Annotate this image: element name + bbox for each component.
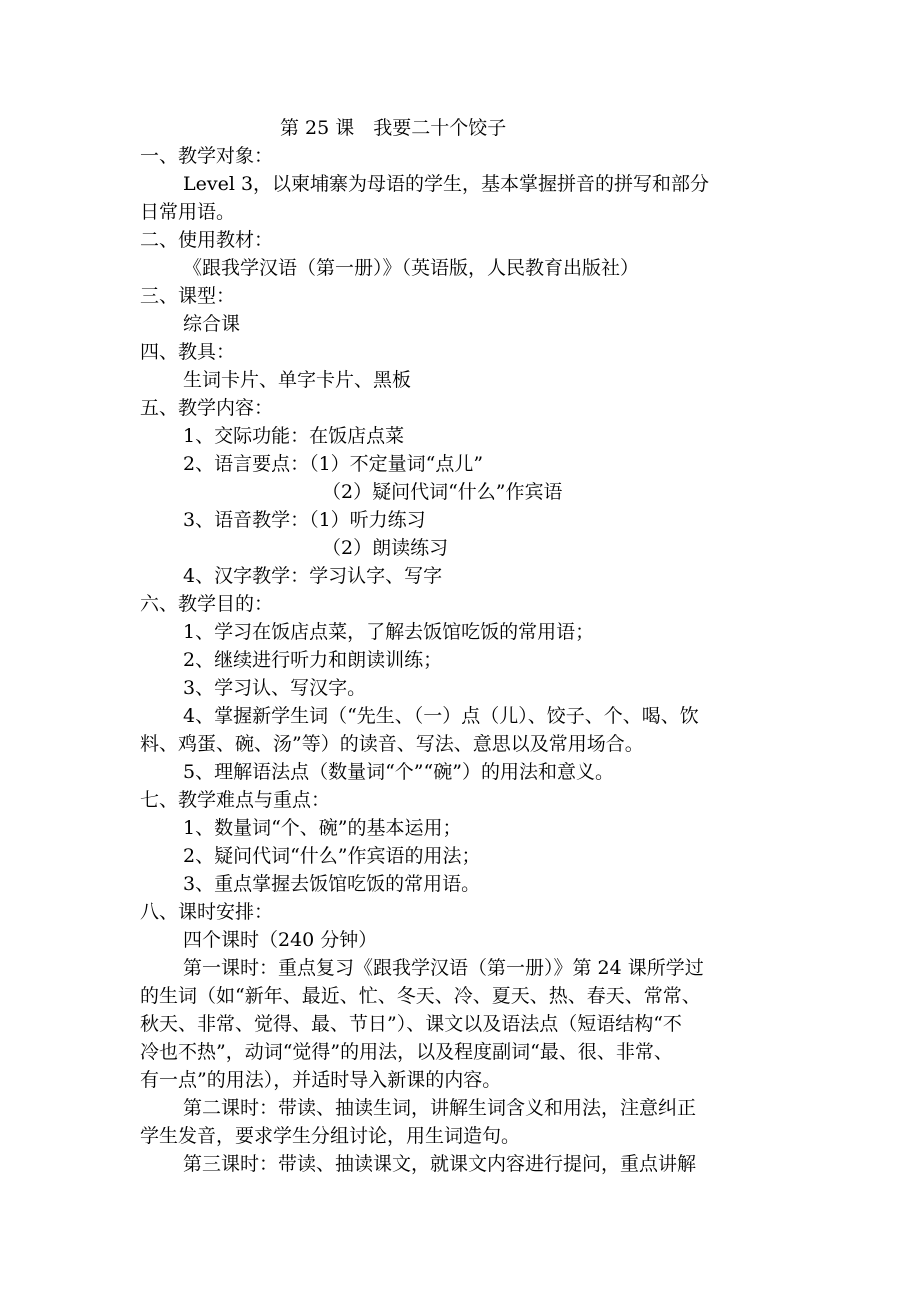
list-item: 2、继续进行听力和朗读训练；	[183, 649, 443, 671]
list-item: 1、数量词“个、碗”的基本运用；	[183, 817, 462, 839]
paragraph-line: 有一点”的用法），并适时导入新课的内容。	[140, 1069, 502, 1091]
list-subitem: （2）朗读练习	[322, 537, 449, 559]
section-heading-lesson-type: 三、课型：	[140, 285, 236, 307]
list-item: 2、疑问代词“什么”作宾语的用法；	[183, 845, 481, 867]
section-heading-teaching-target: 一、教学对象：	[140, 145, 274, 167]
list-item: 4、汉字教学：学习认字、写字	[183, 565, 443, 587]
paragraph-line: 《跟我学汉语（第一册）》（英语版，人民教育出版社）	[183, 257, 640, 279]
paragraph-line: 四个课时（240 分钟）	[183, 929, 378, 951]
paragraph-line: 生词卡片、单字卡片、黑板	[183, 369, 412, 391]
list-item: 1、学习在饭店点菜，了解去饭馆吃饭的常用语；	[183, 621, 595, 643]
list-item: 1、交际功能：在饭店点菜	[183, 425, 405, 447]
paragraph-line: 学生发音，要求学生分组讨论，用生词造句。	[140, 1125, 521, 1147]
section-heading-teaching-goals: 六、教学目的：	[140, 593, 274, 615]
paragraph-line: 第一课时：重点复习《跟我学汉语（第一册）》第 24 课所学过	[183, 957, 704, 979]
page-title: 第 25 课 我要二十个饺子	[280, 117, 507, 139]
section-heading-schedule: 八、课时安排：	[140, 901, 274, 923]
paragraph-line: 冷也不热”，动词“觉得”的用法，以及程度副词“最、很、非常、	[140, 1041, 673, 1063]
list-item-continuation: 料、鸡蛋、碗、汤”等）的读音、写法、意思以及常用场合。	[140, 733, 644, 755]
paragraph-line: Level 3，以柬埔寨为母语的学生，基本掌握拼音的拼写和部分	[183, 173, 710, 195]
list-item: 3、学习认、写汉字。	[183, 677, 367, 699]
list-item: 2、语言要点：（1）不定量词“点儿”	[183, 453, 484, 475]
section-heading-teaching-content: 五、教学内容：	[140, 397, 274, 419]
paragraph-line: 第三课时：带读、抽读课文，就课文内容进行提问，重点讲解	[183, 1153, 697, 1175]
list-subitem: （2）疑问代词“什么”作宾语	[322, 481, 563, 503]
section-heading-key-points: 七、教学难点与重点：	[140, 789, 331, 811]
list-item: 5、理解语法点（数量词“个”“碗”）的用法和意义。	[183, 761, 614, 783]
paragraph-line: 日常用语。	[140, 201, 236, 223]
section-heading-textbook: 二、使用教材：	[140, 229, 274, 251]
list-item: 3、语音教学：（1）听力练习	[183, 509, 426, 531]
section-heading-teaching-aids: 四、教具：	[140, 341, 236, 363]
list-item: 4、掌握新学生词（“先生、（一）点（儿）、饺子、个、喝、饮	[183, 705, 699, 727]
list-item: 3、重点掌握去饭馆吃饭的常用语。	[183, 873, 481, 895]
paragraph-line: 第二课时：带读、抽读生词，讲解生词含义和用法，注意纠正	[183, 1097, 697, 1119]
paragraph-line: 的生词（如“新年、最近、忙、冬天、冷、夏天、热、春天、常常、	[140, 985, 701, 1007]
paragraph-line: 综合课	[183, 313, 241, 335]
paragraph-line: 秋天、非常、觉得、最、节日”）、课文以及语法点（短语结构“不	[140, 1013, 682, 1035]
